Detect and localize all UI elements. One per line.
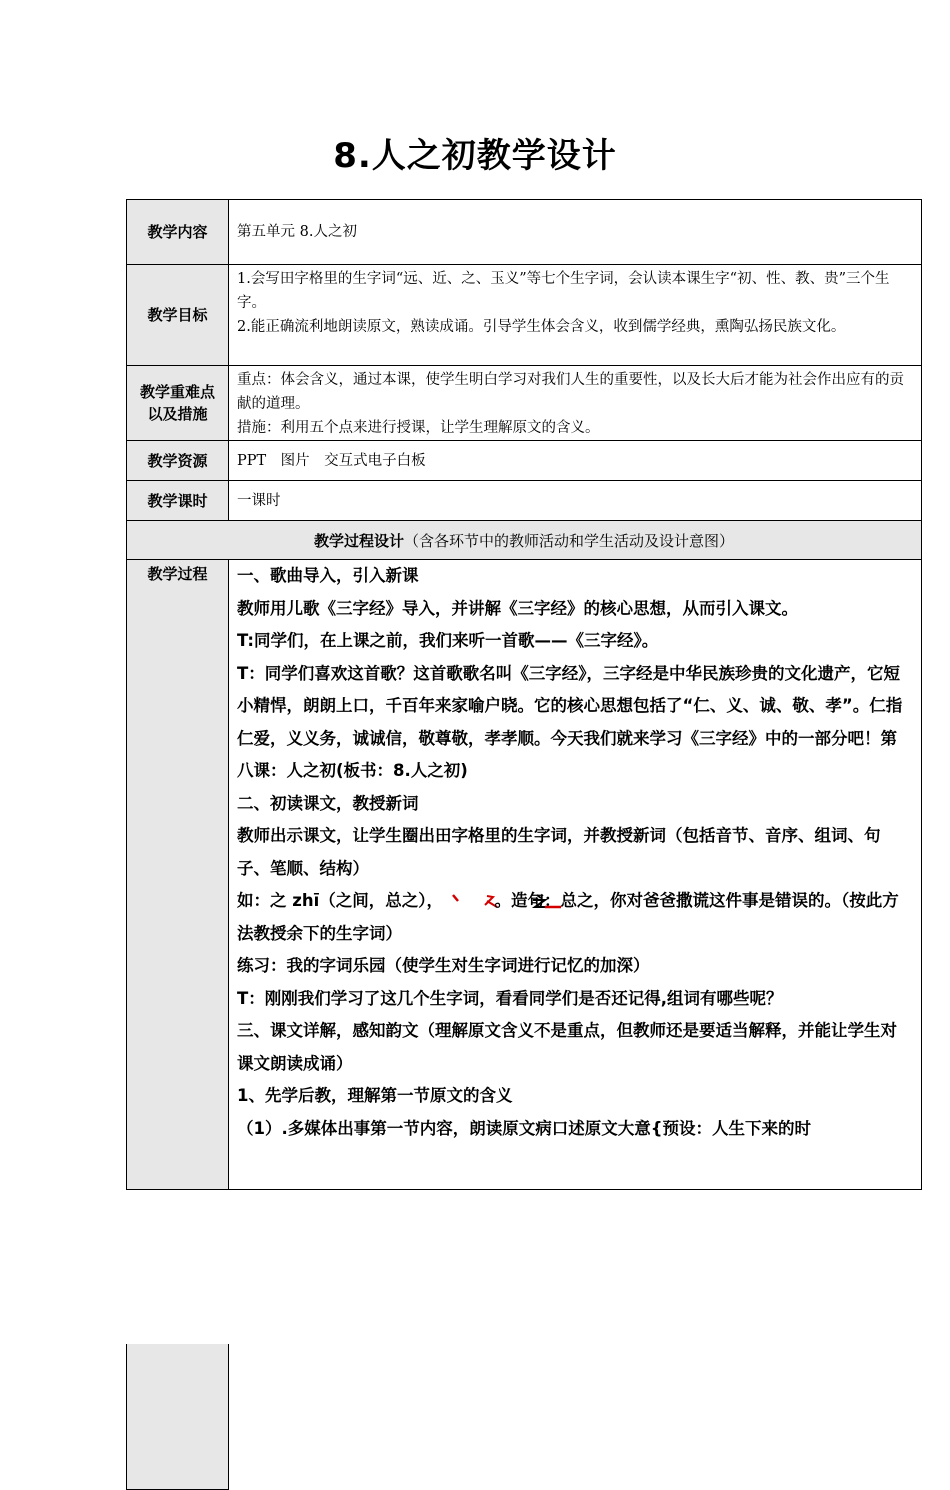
- value-content: [228, 199, 922, 265]
- process-line-4: T：同学们喜欢这首歌？这首歌歌名叫《三字经》，三字经是中华民族珍贵的文化遗产，它短小精悍，朗朗上口，千百年来家喻户晓。它的核心思想包括了“仁、义、诚、敬、孝”。仁指仁爱，义义务，诚诚信，敬尊敬，孝孝顺。今天我们就来学习《三字经》中的一部分吧！第八课：人之初(板书：8.人之初): [237, 663, 903, 780]
- process-line-1: 一、歌曲导入，引入新课: [237, 566, 419, 585]
- process-header-bold: 教学过程设计: [313, 531, 404, 550]
- example-prefix: 如：之 zhī（之间，总之），: [237, 891, 444, 910]
- goal-line-2: 2.能正确流利地朗读原文，熟读成诵。引导学生体会含义，收到儒学经典，熏陶弘扬民族文化。: [237, 319, 846, 335]
- label-key-text: 教学重难点以及措施: [139, 383, 215, 423]
- page-title: 8.人之初教学设计: [333, 136, 617, 176]
- process-line-11: 1、先学后教，理解第一节原文的含义: [237, 1086, 513, 1105]
- page-bottom-mask: [0, 1190, 950, 1344]
- value-resources: [228, 440, 922, 481]
- label-content: [126, 199, 229, 265]
- value-process: [228, 559, 922, 1190]
- key-line-2: 措施：利用五个点来进行授课，让学生理解原文的含义。: [237, 420, 600, 436]
- process-example: [237, 885, 913, 950]
- label-hours: [126, 480, 229, 521]
- value-hours-text: 一课时: [237, 492, 281, 509]
- label-process: [126, 559, 229, 1490]
- label-resources-text: 教学资源: [147, 451, 208, 470]
- label-key: [126, 365, 229, 441]
- value-goals: [228, 264, 922, 366]
- label-goals-text: 教学目标: [147, 306, 208, 324]
- value-resources-text: PPT 图片 交互式电子白板: [237, 452, 426, 469]
- process-line-3: T:同学们，在上课之前，我们来听一首歌——《三字经》。: [237, 631, 659, 650]
- key-line-1: 重点：体会含义，通过本课，使学生明白学习对我们人生的重要性，以及长大后才能为社会作出应有的贡献的道理。: [237, 372, 904, 412]
- table-bottom-border: [126, 1189, 922, 1190]
- value-hours: [228, 480, 922, 521]
- label-content-text: 教学内容: [147, 223, 208, 241]
- label-resources: [126, 440, 229, 481]
- value-key: [228, 365, 922, 441]
- label-goals: [126, 264, 229, 366]
- example-suffix: 。造句：总之，你对爸爸撒谎这件事是错误的。（按此方法教授余下的生字词）: [237, 891, 899, 943]
- process-line-6: 教师出示课文，让学生圈出田字格里的生字词，并教授新词（包括音节、音序、组词、句子、笔顺、结构）: [237, 826, 881, 878]
- process-header-note: （含各环节中的教师活动和学生活动及设计意图）: [404, 531, 735, 550]
- process-line-2: 教师用儿歌《三字经》导入，并讲解《三字经》的核心思想，从而引入课文。: [237, 598, 798, 618]
- process-line-10: 三、课文详解，感知韵文（理解原文含义不是重点，但教师还是要适当解释，并能让学生对课文朗读成诵）: [237, 1021, 897, 1073]
- stroke-order-icon: [449, 892, 489, 912]
- label-hours-text: 教学课时: [147, 491, 208, 510]
- process-header: [126, 520, 922, 560]
- goal-line-1: 1.会写田字格里的生字词“远、近、之、玉义”等七个生字词，会认读本课生字“初、性、教、贵”三个生字。: [237, 271, 890, 311]
- value-content-text: 第五单元 8.人之初: [237, 224, 357, 240]
- process-line-5: 二、初读课文，教授新词: [237, 793, 419, 813]
- process-line-8: 练习：我的字词乐园（使学生对生字词进行记忆的加深）: [237, 956, 650, 975]
- process-line-12: （1）.多媒体出事第一节内容，朗读原文病口述原文大意{预设：人生下来的时: [237, 1118, 811, 1138]
- label-process-text: 教学过程: [147, 565, 208, 583]
- process-line-9: T：刚刚我们学习了这几个生字词，看看同学们是否还记得,组词有哪些呢？: [237, 988, 783, 1008]
